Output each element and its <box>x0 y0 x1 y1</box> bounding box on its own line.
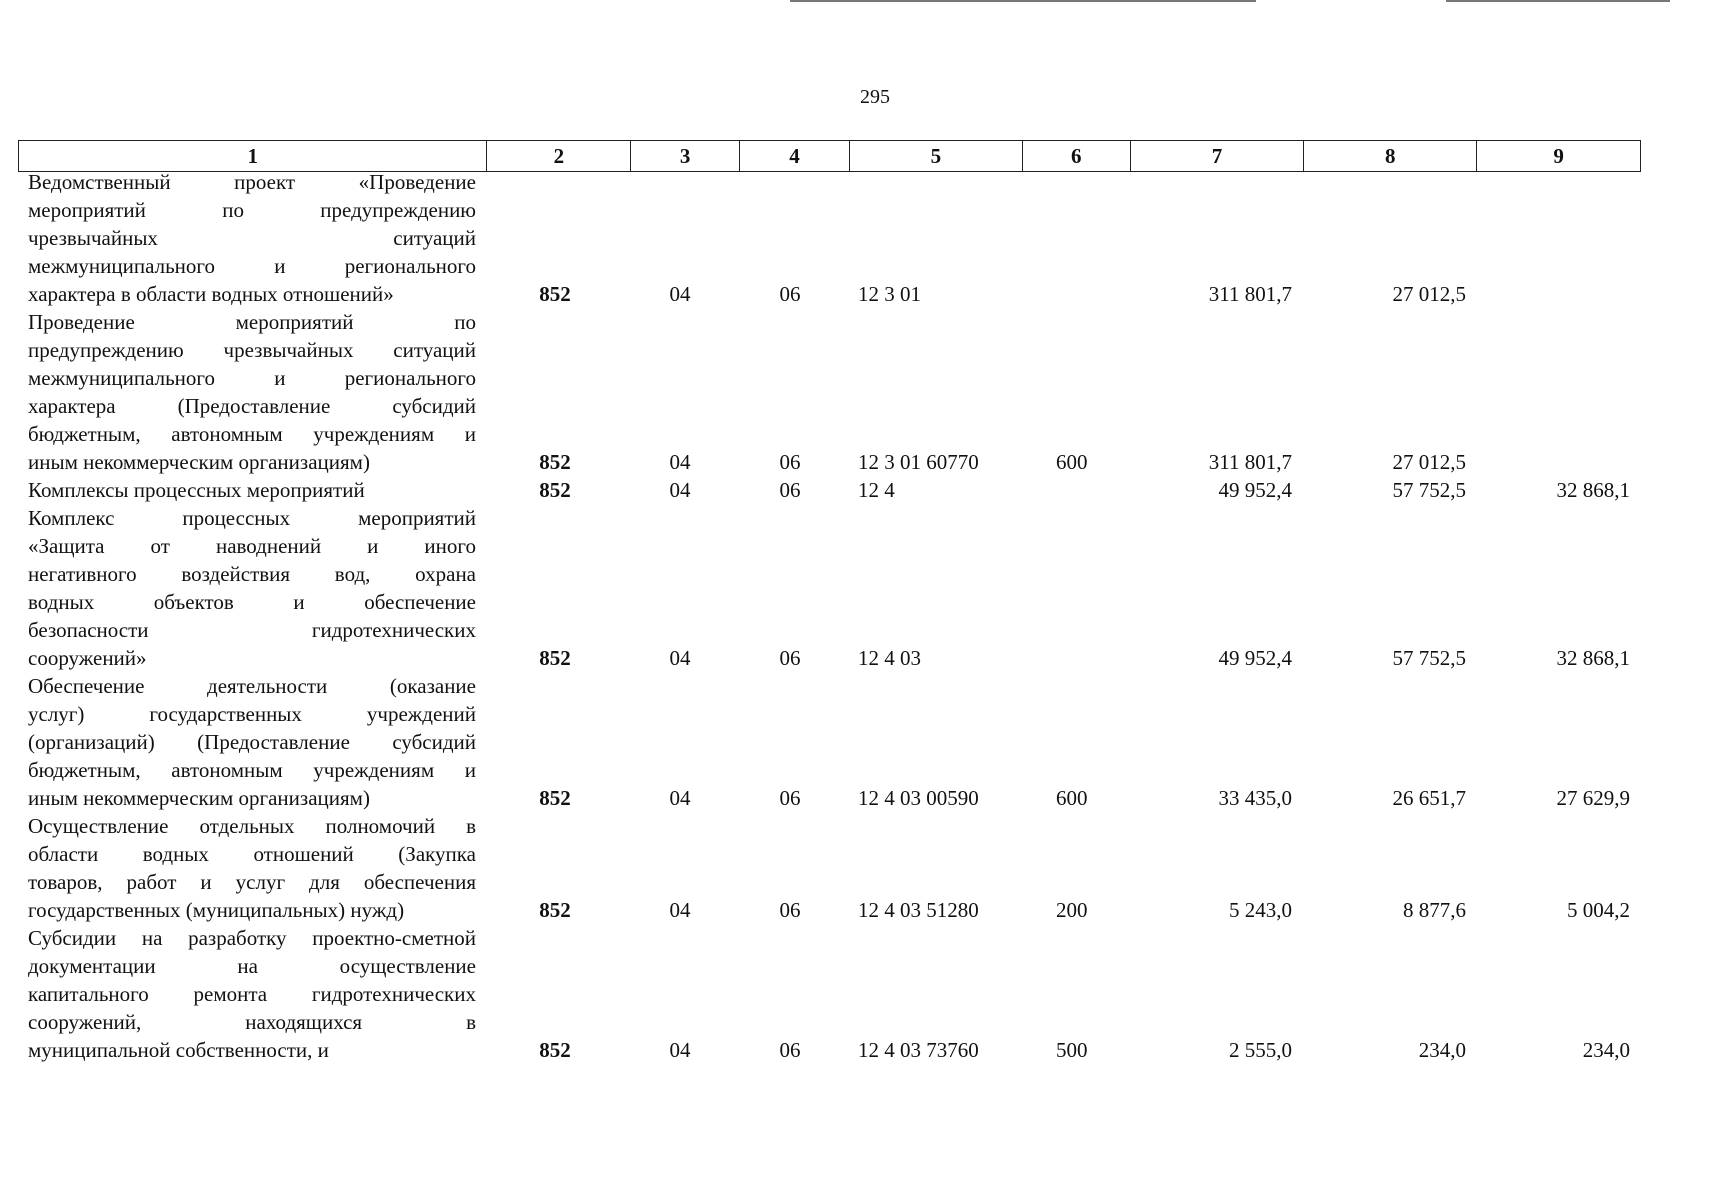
subsection-code: 06 <box>779 282 801 306</box>
amount-year-3: 32 868,1 <box>1556 646 1630 670</box>
amount-year-2: 8 877,6 <box>1403 898 1466 922</box>
amount-year-2: 27 012,5 <box>1392 450 1466 474</box>
amount-year-3: 27 629,9 <box>1556 786 1630 810</box>
section-code: 04 <box>669 786 691 810</box>
column-header-6: 6 <box>1023 141 1131 171</box>
amount-year-1: 49 952,4 <box>1218 478 1292 502</box>
expense-type-code: 600 <box>1056 786 1088 810</box>
description-line: товаров, работ и услуг для обеспечения <box>28 870 476 894</box>
ministry-code: 852 <box>539 646 571 670</box>
amount-year-3: 234,0 <box>1582 1038 1630 1062</box>
amount-year-1: 311 801,7 <box>1208 450 1292 474</box>
description-line: характера (Предоставление субсидий <box>28 394 476 418</box>
row-description <box>28 504 476 672</box>
target-article-code: 12 4 03 51280 <box>858 898 979 922</box>
target-article-code: 12 4 03 73760 <box>858 1038 979 1062</box>
description-line: сооружений» <box>28 646 147 670</box>
column-header-2: 2 <box>487 141 631 171</box>
description-line: Комплексы процессных мероприятий <box>28 478 365 502</box>
subsection-code: 06 <box>779 646 801 670</box>
amount-year-1: 49 952,4 <box>1218 646 1292 670</box>
description-line: услуг) государственных учреждений <box>28 702 476 726</box>
amount-year-3: 32 868,1 <box>1556 478 1630 502</box>
amount-year-1: 2 555,0 <box>1229 1038 1292 1062</box>
ministry-code: 852 <box>539 898 571 922</box>
description-line: межмуниципального и регионального <box>28 254 476 278</box>
row-description <box>28 812 476 924</box>
expense-type-code: 500 <box>1056 1038 1088 1062</box>
description-line: «Защита от наводнений и иного <box>28 534 476 558</box>
column-header-5: 5 <box>850 141 1023 171</box>
description-line: чрезвычайных ситуаций <box>28 226 476 250</box>
ministry-code: 852 <box>539 1038 571 1062</box>
ministry-code: 852 <box>539 786 571 810</box>
expense-type-code: 600 <box>1056 450 1088 474</box>
subsection-code: 06 <box>779 450 801 474</box>
amount-year-1: 33 435,0 <box>1218 786 1292 810</box>
scan-artifact-line <box>1446 0 1670 2</box>
subsection-code: 06 <box>779 898 801 922</box>
amount-year-1: 5 243,0 <box>1229 898 1292 922</box>
section-code: 04 <box>669 646 691 670</box>
row-description <box>28 476 476 504</box>
amount-year-2: 57 752,5 <box>1392 478 1466 502</box>
target-article-code: 12 4 03 00590 <box>858 786 979 810</box>
section-code: 04 <box>669 1038 691 1062</box>
section-code: 04 <box>669 450 691 474</box>
description-line: документации на осуществление <box>28 954 476 978</box>
amount-year-2: 26 651,7 <box>1392 786 1466 810</box>
target-article-code: 12 4 <box>858 478 895 502</box>
description-line: муниципальной собственности, и <box>28 1038 329 1062</box>
description-line: Осуществление отдельных полномочий в <box>28 814 476 838</box>
ministry-code: 852 <box>539 450 571 474</box>
column-header-8: 8 <box>1304 141 1477 171</box>
row-description <box>28 924 476 1064</box>
description-line: межмуниципального и регионального <box>28 366 476 390</box>
target-article-code: 12 3 01 <box>858 282 921 306</box>
description-line: государственных (муниципальных) нужд) <box>28 898 405 922</box>
description-line: водных объектов и обеспечение <box>28 590 476 614</box>
target-article-code: 12 4 03 <box>858 646 921 670</box>
column-header-3: 3 <box>631 141 740 171</box>
column-header-7: 7 <box>1131 141 1305 171</box>
amount-year-3: 5 004,2 <box>1567 898 1630 922</box>
description-line: негативного воздействия вод, охрана <box>28 562 476 586</box>
description-line: бюджетным, автономным учреждениям и <box>28 758 476 782</box>
description-line: области водных отношений (Закупка <box>28 842 476 866</box>
column-header-1: 1 <box>19 141 487 171</box>
amount-year-1: 311 801,7 <box>1208 282 1292 306</box>
page-number: 295 <box>860 86 890 108</box>
subsection-code: 06 <box>779 786 801 810</box>
expense-type-code: 200 <box>1056 898 1088 922</box>
description-line: безопасности гидротехнических <box>28 618 476 642</box>
description-line: характера в области водных отношений» <box>28 282 394 306</box>
column-header-9: 9 <box>1553 144 1564 168</box>
target-article-code: 12 3 01 60770 <box>858 450 979 474</box>
description-line: (организаций) (Предоставление субсидий <box>28 730 476 754</box>
subsection-code: 06 <box>779 478 801 502</box>
description-line: иным некоммерческим организациям) <box>28 786 370 810</box>
scan-artifact-line <box>790 0 1256 2</box>
ministry-code: 852 <box>539 282 571 306</box>
section-code: 04 <box>669 478 691 502</box>
section-code: 04 <box>669 282 691 306</box>
row-description <box>28 308 476 476</box>
section-code: 04 <box>669 898 691 922</box>
ministry-code: 852 <box>539 478 571 502</box>
description-line: иным некоммерческим организациям) <box>28 450 370 474</box>
amount-year-2: 27 012,5 <box>1392 282 1466 306</box>
description-line: Обеспечение деятельности (оказание <box>28 674 476 698</box>
amount-year-2: 234,0 <box>1418 1038 1466 1062</box>
subsection-code: 06 <box>779 1038 801 1062</box>
description-line: Проведение мероприятий по <box>28 310 476 334</box>
description-line: капитального ремонта гидротехнических <box>28 982 476 1006</box>
description-line: Комплекс процессных мероприятий <box>28 506 476 530</box>
description-line: бюджетным, автономным учреждениям и <box>28 422 476 446</box>
description-line: сооружений, находящихся в <box>28 1010 476 1034</box>
description-line: Ведомственный проект «Проведение <box>28 170 476 194</box>
amount-year-2: 57 752,5 <box>1392 646 1466 670</box>
row-description <box>28 168 476 308</box>
description-line: Субсидии на разработку проектно-сметной <box>28 926 476 950</box>
row-description <box>28 672 476 812</box>
column-header-4: 4 <box>740 141 850 171</box>
description-line: мероприятий по предупреждению <box>28 198 476 222</box>
description-line: предупреждению чрезвычайных ситуаций <box>28 338 476 362</box>
